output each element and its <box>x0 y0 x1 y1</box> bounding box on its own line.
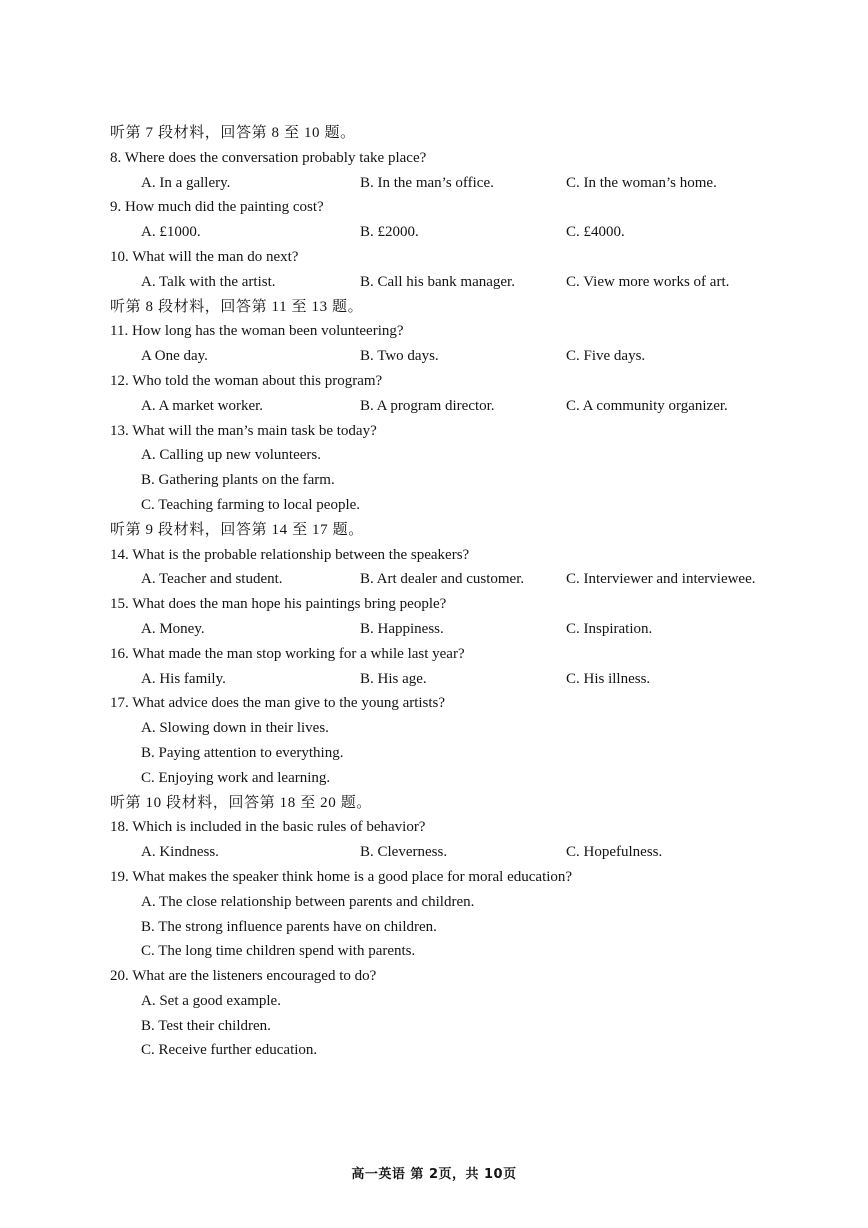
section-heading-10: 听第 10 段材料，回答第 18 至 20 题。 <box>110 794 372 811</box>
option-17-c: C. Enjoying work and learning. <box>141 769 331 786</box>
option-10-b: B. Call his bank manager. <box>360 273 515 290</box>
question-9-stem: 9. How much did the painting cost? <box>110 199 324 216</box>
option-10-a: A. Talk with the artist. <box>141 273 276 290</box>
option-14-c: C. Interviewer and interviewee. <box>566 571 756 588</box>
option-16-b: B. His age. <box>360 670 427 687</box>
page-footer: 高一英语 第 2页，共 10页 <box>351 1167 517 1182</box>
option-16-a: A. His family. <box>141 670 226 687</box>
option-8-c: C. In the woman’s home. <box>566 174 717 191</box>
option-9-c: C. £4000. <box>566 224 625 241</box>
option-8-b: B. In the man’s office. <box>360 174 494 191</box>
section-heading-7: 听第 7 段材料，回答第 8 至 10 题。 <box>110 125 356 141</box>
question-16-options <box>110 667 810 692</box>
option-17-b: B. Paying attention to everything. <box>141 744 344 761</box>
question-19-stem: 19. What makes the speaker think home is a good place for moral education? <box>110 868 573 885</box>
option-14-a: A. Teacher and student. <box>141 571 283 588</box>
option-19-c: C. The long time children spend with parents. <box>141 943 416 960</box>
option-13-c: C. Teaching farming to local people. <box>141 496 361 513</box>
option-11-b: B. Two days. <box>360 348 439 365</box>
option-9-b: B. £2000. <box>360 224 419 241</box>
option-12-c: C. A community organizer. <box>566 397 728 414</box>
question-10-stem: 10. What will the man do next? <box>110 248 299 265</box>
question-14-stem: 14. What is the probable relationship between the speakers? <box>110 546 470 563</box>
question-18-options <box>110 840 810 865</box>
question-8-stem: 8. Where does the conversation probably take place? <box>110 149 427 166</box>
section-heading-9: 听第 9 段材料，回答第 14 至 17 题。 <box>110 521 364 538</box>
question-20-stem: 20. What are the listeners encouraged to do? <box>110 968 377 985</box>
option-13-b: B. Gathering plants on the farm. <box>141 472 335 489</box>
option-18-b: B. Cleverness. <box>360 844 448 861</box>
option-11-c: C. Five days. <box>566 348 646 365</box>
option-9-a: A. £1000. <box>141 224 201 241</box>
question-13-stem: 13. What will the man’s main task be today? <box>110 422 377 439</box>
question-14-options <box>110 567 810 592</box>
question-17-stem: 17. What advice does the man give to the young artists? <box>110 695 446 712</box>
question-9-options <box>110 220 810 245</box>
question-12-stem: 12. Who told the woman about this program? <box>110 372 383 389</box>
question-15-options <box>110 617 810 642</box>
question-list <box>110 121 810 1063</box>
option-18-c: C. Hopefulness. <box>566 844 663 861</box>
option-20-a: A. Set a good example. <box>141 992 281 1009</box>
option-18-a: A. Kindness. <box>141 844 219 861</box>
option-19-b: B. The strong influence parents have on children. <box>141 918 437 935</box>
question-11-options <box>110 344 810 369</box>
option-20-b: B. Test their children. <box>141 1017 271 1034</box>
question-11-stem: 11. How long has the woman been volunteering? <box>110 323 404 340</box>
option-13-a: A. Calling up new volunteers. <box>141 447 321 464</box>
question-10-options <box>110 270 810 295</box>
question-12-options <box>110 394 810 419</box>
question-16-stem: 16. What made the man stop working for a while last year? <box>110 645 465 662</box>
option-12-a: A. A market worker. <box>141 397 264 414</box>
option-16-c: C. His illness. <box>566 670 651 687</box>
option-15-b: B. Happiness. <box>360 620 444 637</box>
option-8-a: A. In a gallery. <box>141 174 231 191</box>
question-15-stem: 15. What does the man hope his paintings bring people? <box>110 596 447 613</box>
option-17-a: A. Slowing down in their lives. <box>141 720 329 737</box>
option-10-c: C. View more works of art. <box>566 273 730 290</box>
question-18-stem: 18. Which is included in the basic rules of behavior? <box>110 819 426 836</box>
option-19-a: A. The close relationship between parents and children. <box>141 893 475 910</box>
option-20-c: C. Receive further education. <box>141 1042 318 1059</box>
option-11-a: A One day. <box>141 348 208 365</box>
section-heading-8: 听第 8 段材料，回答第 11 至 13 题。 <box>110 298 364 315</box>
option-15-c: C. Inspiration. <box>566 620 653 637</box>
option-12-b: B. A program director. <box>360 397 495 414</box>
option-15-a: A. Money. <box>141 620 205 637</box>
question-8-options <box>110 171 810 196</box>
option-14-b: B. Art dealer and customer. <box>360 571 525 588</box>
